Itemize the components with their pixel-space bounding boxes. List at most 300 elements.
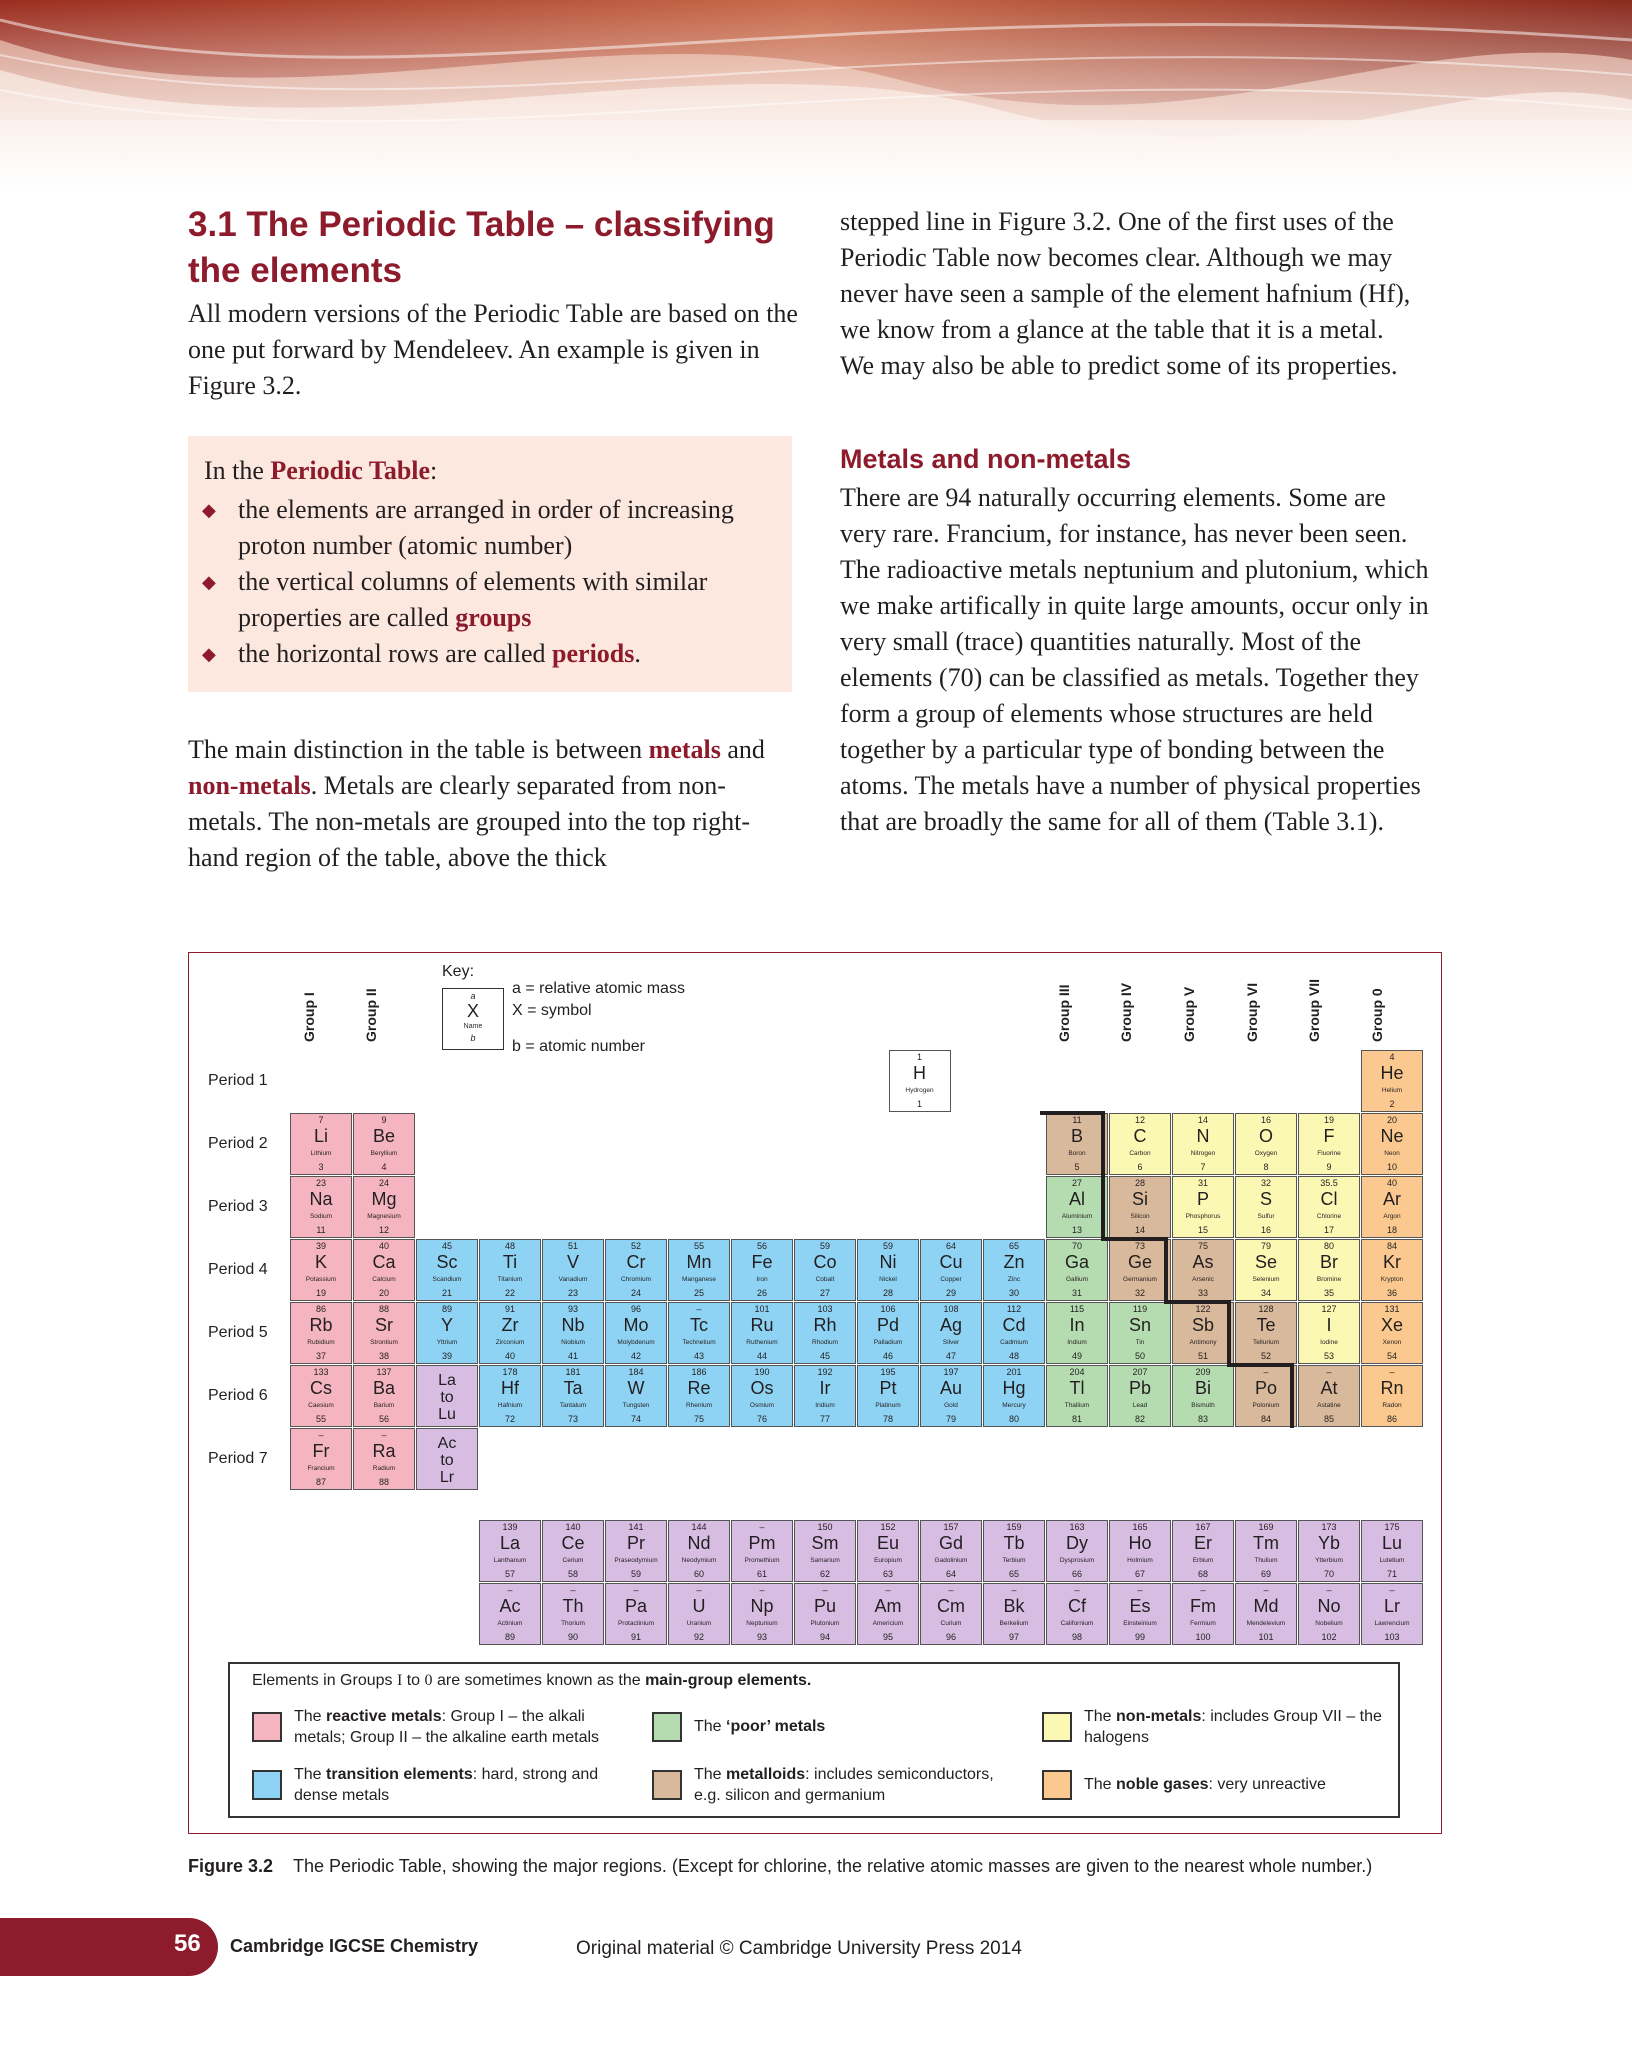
element-name: Iridium xyxy=(815,1402,835,1409)
element-number: 85 xyxy=(1323,1414,1334,1424)
element-name: Iron xyxy=(756,1276,768,1283)
element-einsteinium xyxy=(1109,1583,1171,1645)
element-number: 73 xyxy=(567,1414,578,1424)
element-symbol: Yb xyxy=(1317,1533,1341,1553)
element-hafnium xyxy=(479,1365,541,1427)
element-number: 70 xyxy=(1323,1569,1334,1579)
element-name: Ruthenium xyxy=(746,1339,778,1346)
element-name: Tin xyxy=(1135,1339,1145,1346)
element-symbol: Tl xyxy=(1069,1378,1085,1398)
element-lead xyxy=(1109,1365,1171,1427)
element-number: 95 xyxy=(882,1632,893,1642)
element-number: 96 xyxy=(945,1632,956,1642)
element-symbol: In xyxy=(1069,1315,1085,1335)
element-number: 68 xyxy=(1197,1569,1208,1579)
element-symbol: Zr xyxy=(501,1315,519,1335)
element-name: Neon xyxy=(1384,1150,1400,1157)
diamond-bullet-icon: ◆ xyxy=(202,572,216,592)
element-symbol: He xyxy=(1380,1063,1404,1083)
element-symbol: Co xyxy=(813,1252,837,1272)
element-yttrium xyxy=(416,1302,478,1364)
element-number: 65 xyxy=(1008,1569,1019,1579)
element-name: Germanium xyxy=(1123,1276,1157,1283)
definition-intro: In the Periodic Table: xyxy=(204,456,438,485)
element-name: Nickel xyxy=(879,1276,897,1283)
element-number: 58 xyxy=(567,1569,578,1579)
element-samarium xyxy=(794,1520,856,1582)
element-symbol: La to Lu xyxy=(438,1372,456,1423)
element-helium xyxy=(1361,1050,1423,1112)
element-name: Mercury xyxy=(1002,1402,1026,1409)
element-number: 14 xyxy=(1134,1225,1145,1235)
element-number: 88 xyxy=(378,1477,389,1487)
element-mass: 89 xyxy=(441,1304,452,1314)
group-label: Group II xyxy=(363,988,379,1042)
element-number: 83 xyxy=(1197,1414,1208,1424)
element-antimony xyxy=(1172,1302,1234,1364)
element-name: Yttrium xyxy=(436,1339,458,1346)
legend-main-group: Elements in Groups I to 0 are sometimes known as the main-group elements. xyxy=(252,1672,812,1689)
element-mass: – xyxy=(1263,1367,1269,1377)
element-name: Samarium xyxy=(810,1557,840,1564)
element-symbol: Ne xyxy=(1380,1126,1404,1146)
element-name: Tungsten xyxy=(622,1402,650,1409)
book-title: Cambridge IGCSE Chemistry xyxy=(230,1936,479,1956)
element-rubidium xyxy=(290,1302,352,1364)
element-number: 55 xyxy=(315,1414,326,1424)
element-praseodymium xyxy=(605,1520,667,1582)
element-name: Polonium xyxy=(1252,1402,1280,1409)
element-mass: 80 xyxy=(1323,1241,1334,1251)
element-number: 29 xyxy=(945,1288,956,1298)
element-mass: 75 xyxy=(1197,1241,1208,1251)
element-mass: 152 xyxy=(880,1522,896,1532)
element-fluorine xyxy=(1298,1113,1360,1175)
element-number: 52 xyxy=(1260,1351,1271,1361)
element-symbol: Li xyxy=(313,1126,328,1146)
element-symbol: Mn xyxy=(686,1252,712,1272)
element-number: 101 xyxy=(1258,1632,1274,1642)
legend-nonmetal: The non-metals: includes Group VII – the halogens xyxy=(1084,1708,1382,1746)
element-protactinium xyxy=(605,1583,667,1645)
element-symbol: Dy xyxy=(1066,1533,1088,1553)
element-number: 6 xyxy=(1137,1162,1143,1172)
element-number: 77 xyxy=(819,1414,830,1424)
element-symbol: Ce xyxy=(561,1533,585,1553)
group-label: Group 0 xyxy=(1369,988,1385,1042)
group-label: Group V xyxy=(1181,986,1197,1042)
element-cerium xyxy=(542,1520,604,1582)
element-number: 45 xyxy=(819,1351,830,1361)
element-mass: 106 xyxy=(880,1304,896,1314)
element-selenium xyxy=(1235,1239,1297,1301)
element-polonium xyxy=(1235,1365,1297,1427)
element-name: Niobium xyxy=(561,1339,585,1346)
element-name: Cerium xyxy=(562,1557,584,1564)
element-symbol: U xyxy=(692,1596,706,1616)
element-number: 22 xyxy=(504,1288,515,1298)
element-name: Americium xyxy=(872,1620,904,1627)
key-b-desc: b = atomic number xyxy=(512,1038,645,1055)
element-name: Plutonium xyxy=(810,1620,840,1627)
element-name: Tellurium xyxy=(1252,1339,1279,1346)
element-name: Lutetium xyxy=(1379,1557,1405,1564)
list-item: ◆ the vertical columns of elements with similar properties are called groups xyxy=(202,564,782,636)
element-copper xyxy=(920,1239,982,1301)
element-mass: 24 xyxy=(378,1178,389,1188)
element-name: Europium xyxy=(874,1557,902,1564)
element-name: Bismuth xyxy=(1191,1402,1215,1409)
element-mass: 11 xyxy=(1072,1115,1082,1125)
element-number: 56 xyxy=(378,1414,389,1424)
element-name: Fluorine xyxy=(1317,1150,1341,1157)
element-number: 61 xyxy=(756,1569,767,1579)
element-symbol: Y xyxy=(440,1315,453,1335)
element-name: Potassium xyxy=(305,1276,337,1283)
element-number: 63 xyxy=(882,1569,893,1579)
element-number: 38 xyxy=(378,1351,389,1361)
legend-swatch-metalloid xyxy=(652,1770,682,1800)
element-mass: 163 xyxy=(1069,1522,1085,1532)
element-number: 62 xyxy=(819,1569,830,1579)
element-symbol: Bi xyxy=(1194,1378,1211,1398)
legend-noble: The noble gases: very unreactive xyxy=(1084,1776,1326,1793)
element-name: Praseodymium xyxy=(614,1557,658,1564)
diamond-bullet-icon: ◆ xyxy=(202,644,216,664)
element-mass: 35.5 xyxy=(1320,1178,1338,1188)
element-symbol: S xyxy=(1259,1189,1272,1209)
element-name: Lanthanum xyxy=(493,1557,527,1564)
element-gallium xyxy=(1046,1239,1108,1301)
element-mass: 55 xyxy=(693,1241,704,1251)
element-bromine xyxy=(1298,1239,1360,1301)
element-name: Mendelevium xyxy=(1246,1620,1286,1627)
element-symbol: F xyxy=(1323,1126,1335,1146)
element-number: 19 xyxy=(315,1288,326,1298)
element-number: 44 xyxy=(756,1351,767,1361)
element-range-ref xyxy=(416,1428,478,1490)
element-niobium xyxy=(542,1302,604,1364)
element-mass: – xyxy=(696,1304,702,1314)
element-oxygen xyxy=(1235,1113,1297,1175)
element-symbol: O xyxy=(1258,1126,1273,1146)
element-number: 35 xyxy=(1323,1288,1334,1298)
element-name: Titanium xyxy=(497,1276,523,1283)
element-number: 39 xyxy=(441,1351,452,1361)
element-symbol: Tc xyxy=(690,1315,708,1335)
element-number: 57 xyxy=(504,1569,515,1579)
element-lithium xyxy=(290,1113,352,1175)
element-hydrogen xyxy=(889,1050,951,1112)
element-mass: – xyxy=(570,1585,576,1595)
legend-swatch-noble xyxy=(1042,1770,1072,1800)
element-number: 49 xyxy=(1071,1351,1082,1361)
element-mass: 12 xyxy=(1134,1115,1145,1125)
element-symbol: Th xyxy=(562,1596,584,1616)
element-name: Oxygen xyxy=(1254,1150,1278,1157)
element-francium xyxy=(290,1428,352,1490)
element-symbol: Ho xyxy=(1128,1533,1152,1553)
element-calcium xyxy=(353,1239,415,1301)
element-mass: 139 xyxy=(502,1522,518,1532)
element-molybdenum xyxy=(605,1302,667,1364)
element-symbol: Pd xyxy=(876,1315,900,1335)
element-symbol: No xyxy=(1317,1596,1341,1616)
element-americium xyxy=(857,1583,919,1645)
element-symbol: Sn xyxy=(1128,1315,1152,1335)
legend-swatch-transition xyxy=(252,1770,282,1800)
element-number: 102 xyxy=(1321,1632,1337,1642)
legend-swatch-poor xyxy=(652,1712,682,1742)
element-mass: 70 xyxy=(1071,1241,1082,1251)
element-number: 93 xyxy=(756,1632,767,1642)
element-symbol: Mg xyxy=(371,1189,397,1209)
element-number: 41 xyxy=(567,1351,578,1361)
group-label: Group I xyxy=(301,992,317,1042)
element-symbol: Ag xyxy=(939,1315,963,1335)
legend-reactive: The reactive metals: Group I – the alkali metals; Group II – the alkaline earth metals xyxy=(294,1708,600,1746)
element-tantalum xyxy=(542,1365,604,1427)
element-germanium xyxy=(1109,1239,1171,1301)
group-label: Group VII xyxy=(1306,979,1322,1042)
element-name: Iodine xyxy=(1320,1339,1338,1346)
section-title: 3.1 The Periodic Table – classifying the elements xyxy=(188,205,775,290)
element-symbol: V xyxy=(566,1252,579,1272)
period-label: Period 6 xyxy=(208,1387,268,1404)
element-name: Fermium xyxy=(1190,1620,1216,1627)
element-number: 78 xyxy=(882,1414,893,1424)
element-boron xyxy=(1046,1113,1108,1175)
element-symbol: Cf xyxy=(1068,1596,1086,1616)
element-name: Vanadium xyxy=(558,1276,588,1283)
element-mass: 88 xyxy=(378,1304,389,1314)
element-number: 43 xyxy=(693,1351,704,1361)
element-mass: – xyxy=(885,1585,891,1595)
element-symbol: Sm xyxy=(811,1533,839,1553)
element-name: Gallium xyxy=(1065,1276,1089,1283)
element-symbol: Md xyxy=(1253,1596,1279,1616)
element-mass: 131 xyxy=(1384,1304,1400,1314)
element-mass: 19 xyxy=(1323,1115,1334,1125)
element-mass: 167 xyxy=(1195,1522,1211,1532)
element-mass: 190 xyxy=(754,1367,770,1377)
element-mass: 56 xyxy=(756,1241,767,1251)
element-symbol: Mo xyxy=(623,1315,649,1335)
element-chlorine xyxy=(1298,1176,1360,1238)
page-number: 56 xyxy=(174,1930,201,1957)
element-name: Rubidium xyxy=(307,1339,335,1346)
element-mass: 73 xyxy=(1134,1241,1145,1251)
element-mass: 27 xyxy=(1071,1178,1082,1188)
element-carbon xyxy=(1109,1113,1171,1175)
element-name: Magnesium xyxy=(367,1213,401,1220)
group-label: Group VI xyxy=(1244,982,1260,1042)
element-name: Ytterbium xyxy=(1315,1557,1343,1564)
element-palladium xyxy=(857,1302,919,1364)
element-number: 84 xyxy=(1260,1414,1271,1424)
element-symbol: C xyxy=(1133,1126,1147,1146)
element-number: 8 xyxy=(1263,1162,1269,1172)
element-name: Lawrencium xyxy=(1374,1620,1410,1627)
element-holmium xyxy=(1109,1520,1171,1582)
element-radium xyxy=(353,1428,415,1490)
element-mass: – xyxy=(696,1585,702,1595)
element-mass: – xyxy=(1389,1367,1395,1377)
element-name: Aluminium xyxy=(1061,1213,1093,1220)
element-name: Argon xyxy=(1383,1213,1401,1220)
element-name: Radon xyxy=(1382,1402,1402,1409)
element-xenon xyxy=(1361,1302,1423,1364)
element-symbol: La xyxy=(499,1533,521,1553)
element-symbol: Nd xyxy=(687,1533,711,1553)
element-mass: – xyxy=(381,1430,387,1440)
element-name: Hydrogen xyxy=(905,1087,934,1094)
element-mass: – xyxy=(318,1430,324,1440)
element-mass: 150 xyxy=(817,1522,833,1532)
element-mass: 122 xyxy=(1195,1304,1211,1314)
element-number: 17 xyxy=(1323,1225,1334,1235)
element-mass: 79 xyxy=(1260,1241,1271,1251)
element-number: 27 xyxy=(819,1288,830,1298)
element-number: 13 xyxy=(1071,1225,1082,1235)
element-symbol: Se xyxy=(1254,1252,1278,1272)
element-name: Erbium xyxy=(1192,1557,1214,1564)
element-mass: 178 xyxy=(502,1367,518,1377)
definition-list xyxy=(202,492,782,672)
element-promethium xyxy=(731,1520,793,1582)
element-symbol: Be xyxy=(372,1126,396,1146)
element-number: 18 xyxy=(1386,1225,1397,1235)
element-number: 66 xyxy=(1071,1569,1082,1579)
element-iridium xyxy=(794,1365,856,1427)
element-symbol: Fr xyxy=(312,1441,330,1461)
element-symbol: Np xyxy=(750,1596,774,1616)
element-neodymium xyxy=(668,1520,730,1582)
element-curium xyxy=(920,1583,982,1645)
element-number: 100 xyxy=(1195,1632,1211,1642)
element-symbol: H xyxy=(913,1063,926,1083)
element-symbol: Si xyxy=(1131,1189,1148,1209)
element-indium xyxy=(1046,1302,1108,1364)
element-number: 16 xyxy=(1260,1225,1271,1235)
element-symbol: Lr xyxy=(1383,1596,1400,1616)
element-name: Cobalt xyxy=(815,1276,835,1283)
element-mass: – xyxy=(633,1585,639,1595)
period-label: Period 4 xyxy=(208,1261,268,1278)
element-mass: – xyxy=(822,1585,828,1595)
group-label: Group IV xyxy=(1118,982,1134,1042)
element-potassium xyxy=(290,1239,352,1301)
element-name: Gadolinium xyxy=(934,1557,968,1564)
element-name: Cadmium xyxy=(1000,1339,1028,1346)
element-mass: 192 xyxy=(817,1367,833,1377)
element-mass: 91 xyxy=(504,1304,515,1314)
element-name: Francium xyxy=(307,1465,335,1472)
element-symbol: Rb xyxy=(309,1315,333,1335)
element-symbol: Pr xyxy=(627,1533,645,1553)
element-symbol: Pm xyxy=(748,1533,776,1553)
element-name: Uranium xyxy=(686,1620,712,1627)
element-mass: 195 xyxy=(880,1367,896,1377)
element-symbol: Hf xyxy=(501,1378,519,1398)
element-symbol: Bk xyxy=(1003,1596,1025,1616)
element-number: 4 xyxy=(381,1162,387,1172)
element-lawrencium xyxy=(1361,1583,1423,1645)
element-symbol: Eu xyxy=(876,1533,900,1553)
element-mass: 4 xyxy=(1389,1052,1395,1062)
element-rhenium xyxy=(668,1365,730,1427)
element-symbol: Ni xyxy=(879,1252,897,1272)
element-number: 69 xyxy=(1260,1569,1271,1579)
element-mass: 157 xyxy=(943,1522,959,1532)
element-arsenic xyxy=(1172,1239,1234,1301)
element-mass: 20 xyxy=(1386,1115,1397,1125)
element-number: 11 xyxy=(316,1225,326,1235)
element-name: Rhenium xyxy=(685,1402,712,1409)
period-label: Period 2 xyxy=(208,1135,268,1152)
element-symbol: Xe xyxy=(1380,1315,1404,1335)
element-name: Gold xyxy=(944,1402,958,1409)
element-name: Nitrogen xyxy=(1190,1150,1216,1157)
figure-caption: Figure 3.2 The Periodic Table, showing the major regions. (Except for chlorine, the relative atomic masses are given to the nearest whole number.) xyxy=(188,1856,1373,1876)
element-name: Xenon xyxy=(1382,1339,1402,1346)
element-name: Carbon xyxy=(1129,1150,1151,1157)
subheading-metals: Metals and non-metals xyxy=(840,444,1132,474)
element-mass: 31 xyxy=(1197,1178,1208,1188)
element-symbol: N xyxy=(1196,1126,1210,1146)
element-number: 94 xyxy=(819,1632,830,1642)
element-symbol: Tm xyxy=(1253,1533,1279,1553)
element-name: Astatine xyxy=(1317,1402,1341,1409)
element-name: Technetium xyxy=(682,1339,716,1346)
element-name: Curium xyxy=(940,1620,962,1627)
element-name: Manganese xyxy=(682,1276,716,1283)
element-number: 15 xyxy=(1197,1225,1208,1235)
element-number: 81 xyxy=(1071,1414,1082,1424)
element-symbol: Ar xyxy=(1383,1189,1401,1209)
element-thallium xyxy=(1046,1365,1108,1427)
element-number: 48 xyxy=(1008,1351,1019,1361)
element-ytterbium xyxy=(1298,1520,1360,1582)
element-symbol: Lu xyxy=(1381,1533,1403,1553)
element-symbol: Ti xyxy=(502,1252,518,1272)
element-name: Promethium xyxy=(744,1557,780,1564)
element-name: Phosphorus xyxy=(1185,1213,1221,1220)
element-symbol: Sc xyxy=(436,1252,458,1272)
element-symbol: Pa xyxy=(624,1596,648,1616)
element-symbol: Fm xyxy=(1190,1596,1216,1616)
element-name: Sodium xyxy=(309,1213,333,1220)
element-nickel xyxy=(857,1239,919,1301)
element-name: Thulium xyxy=(1254,1557,1278,1564)
element-mass: 207 xyxy=(1132,1367,1148,1377)
element-mass: 140 xyxy=(565,1522,581,1532)
element-mass: – xyxy=(1389,1585,1395,1595)
element-platinum xyxy=(857,1365,919,1427)
element-symbol: B xyxy=(1070,1126,1083,1146)
element-mass: 175 xyxy=(1384,1522,1400,1532)
element-symbol: Ge xyxy=(1127,1252,1152,1272)
element-mass: 40 xyxy=(1386,1178,1397,1188)
element-mass: 108 xyxy=(943,1304,959,1314)
element-range-ref xyxy=(416,1365,478,1427)
element-name: Scandium xyxy=(432,1276,462,1283)
element-number: 12 xyxy=(378,1225,389,1235)
list-item: ◆ the elements are arranged in order of increasing proton number (atomic number) xyxy=(202,492,782,564)
element-mass: 159 xyxy=(1006,1522,1022,1532)
element-mass: – xyxy=(1011,1585,1017,1595)
element-mass: 96 xyxy=(630,1304,641,1314)
